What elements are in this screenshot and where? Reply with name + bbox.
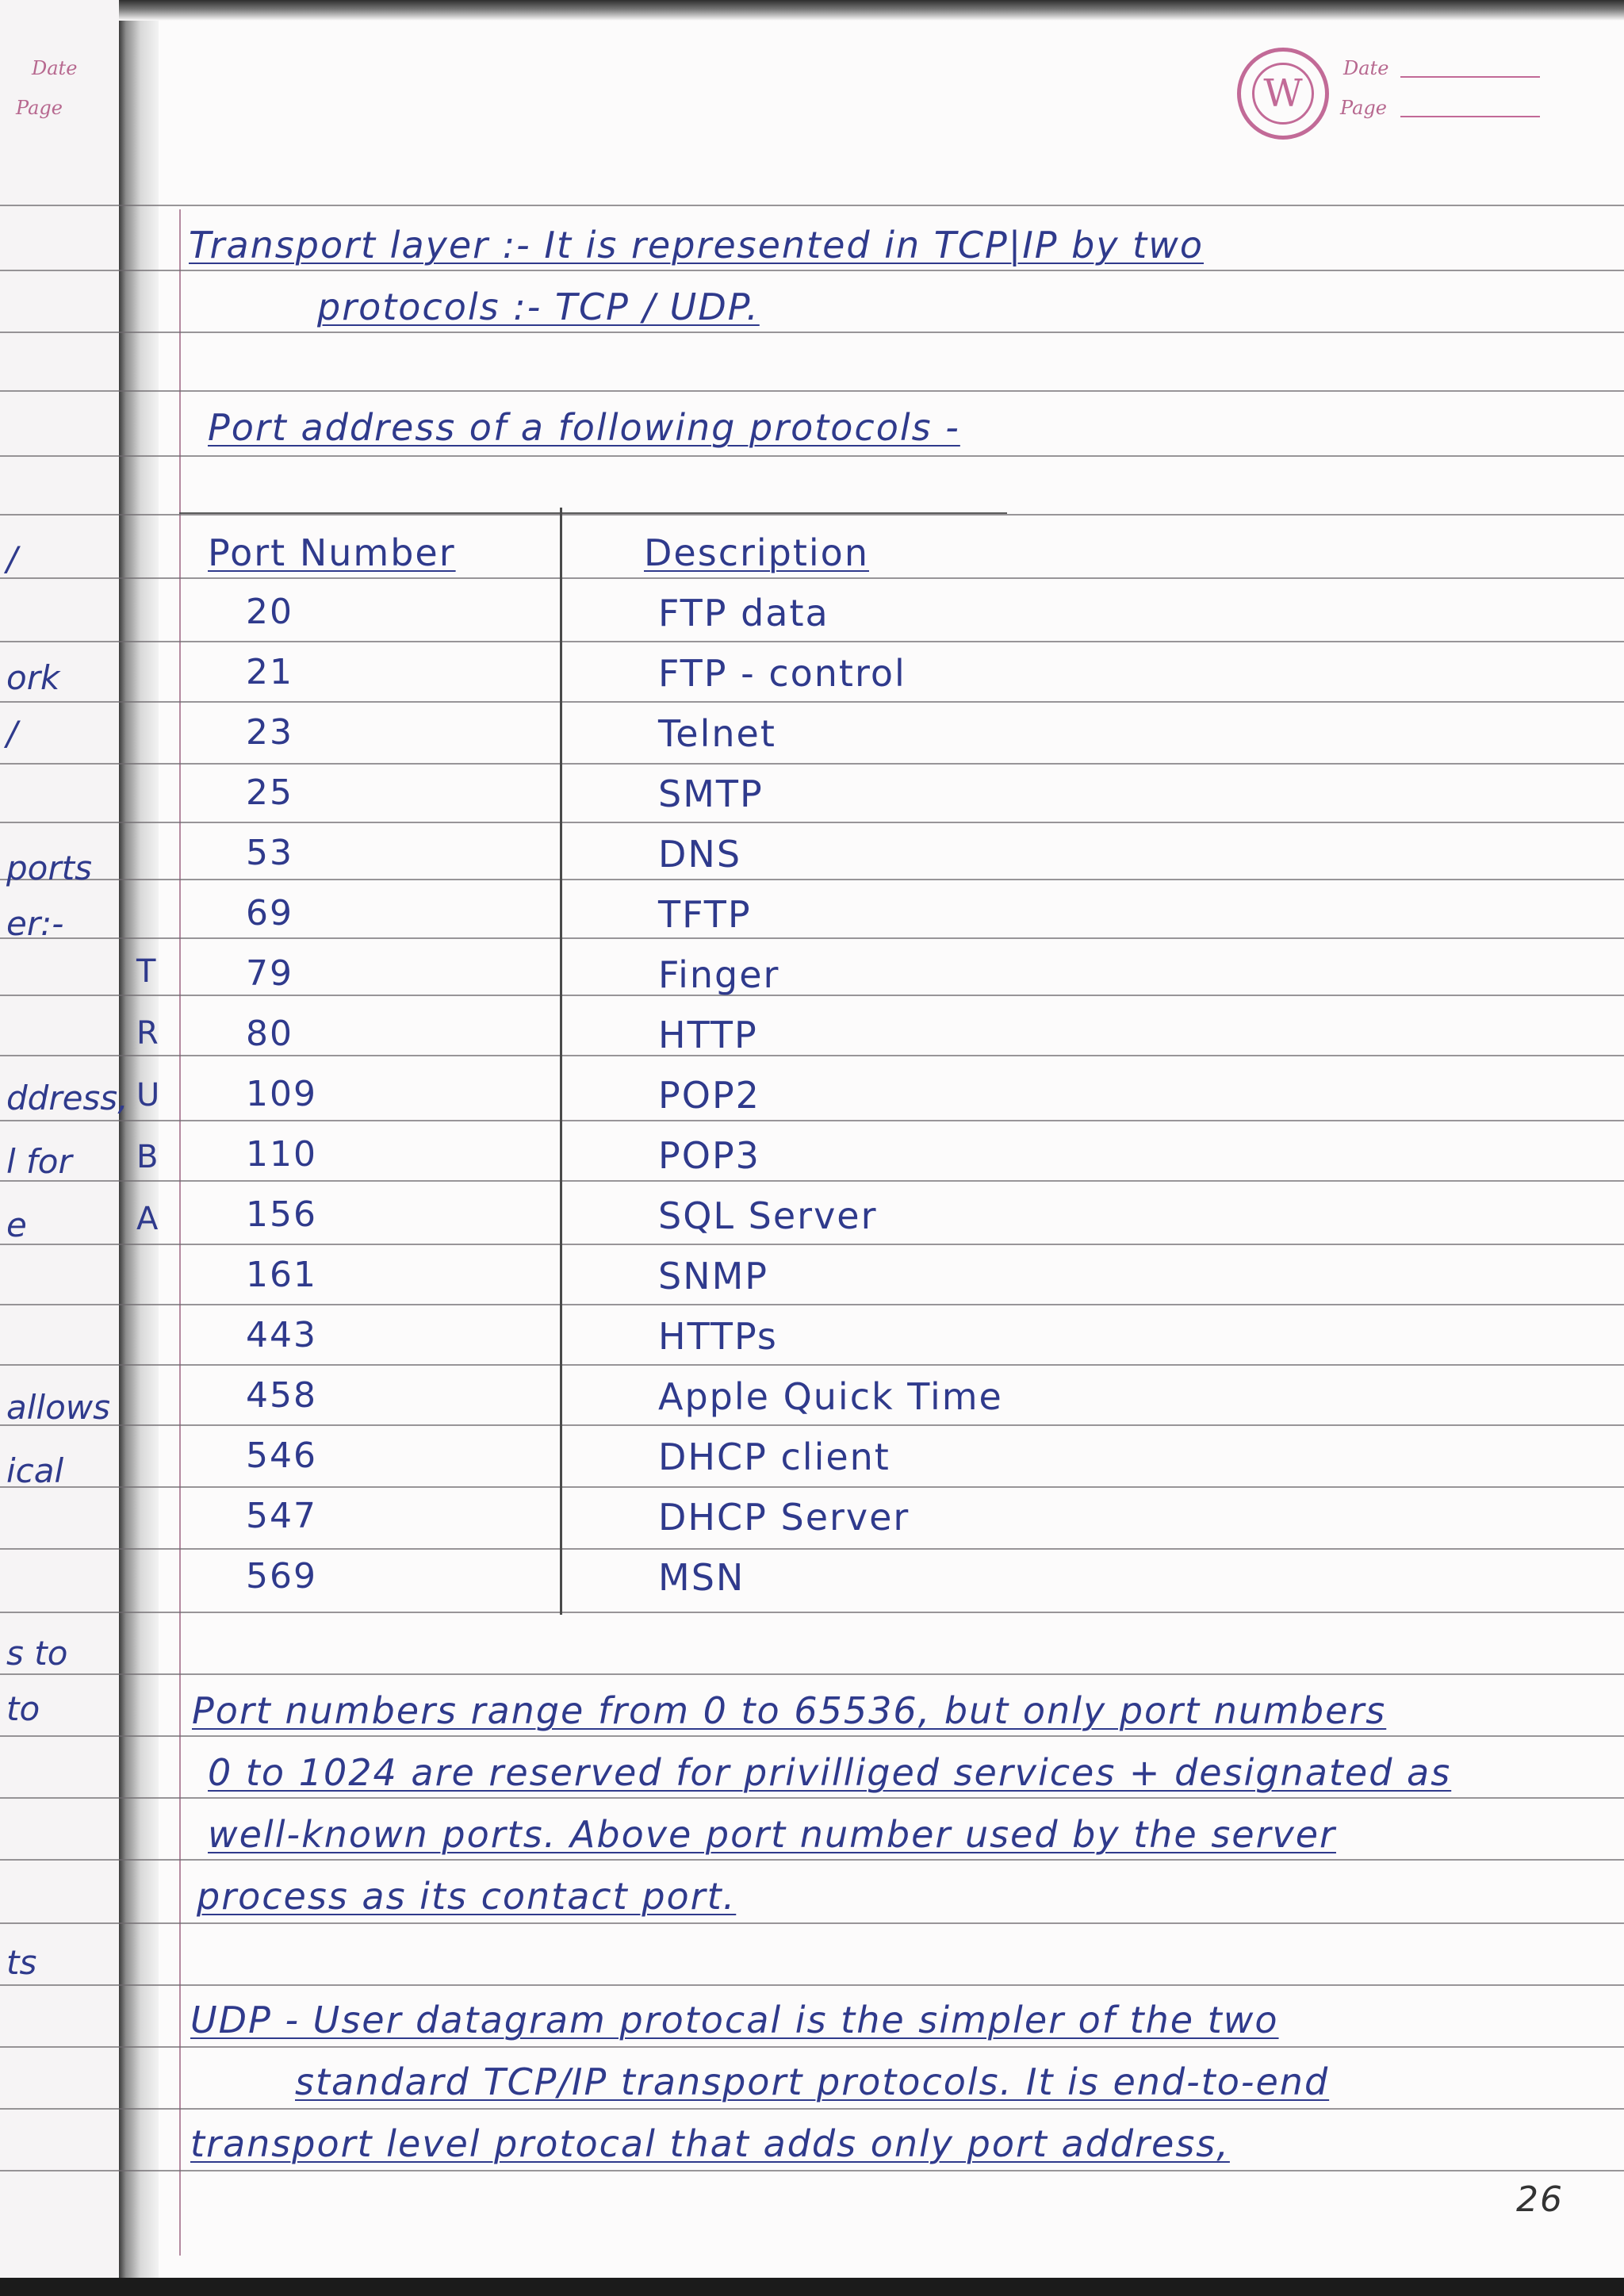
table-row <box>0 712 1624 772</box>
description-cell: FTP - control <box>658 652 906 695</box>
paragraph-line-2: 0 to 1024 are reserved for privilliged services + designated as <box>208 1751 1452 1794</box>
port-number-cell: 80 <box>246 1014 293 1054</box>
table-row <box>0 1074 1624 1134</box>
description-cell: SMTP <box>658 772 764 815</box>
table-row <box>0 1375 1624 1435</box>
ruled-line <box>0 1859 1624 1861</box>
table-row <box>0 833 1624 893</box>
margin-note: e <box>6 1205 27 1244</box>
ruled-line <box>0 390 1624 392</box>
margin-note: ts <box>6 1943 37 1982</box>
paragraph-line-4: process as its contact port. <box>197 1875 737 1918</box>
top-shadow <box>119 0 1624 21</box>
description-cell: Apple Quick Time <box>658 1375 1003 1418</box>
port-number-cell: 110 <box>246 1134 317 1175</box>
date-rule <box>1400 76 1540 78</box>
left-page-label: Page <box>16 97 63 119</box>
description-cell: SNMP <box>658 1255 769 1297</box>
table-row <box>0 772 1624 833</box>
udp-line-3: transport level protocal that adds only port address, <box>190 2122 1230 2165</box>
margin-letter: A <box>136 1201 159 1237</box>
intro-line-2: protocols :- TCP / UDP. <box>317 286 760 328</box>
port-number-cell: 21 <box>246 652 293 692</box>
port-number-cell: 443 <box>246 1315 317 1355</box>
port-number-cell: 161 <box>246 1255 317 1295</box>
margin-note: / <box>6 539 18 578</box>
ruled-line <box>0 1735 1624 1737</box>
table-row <box>0 652 1624 712</box>
port-number-cell: 79 <box>246 953 293 994</box>
description-cell: POP3 <box>658 1134 760 1177</box>
table-top-line <box>179 512 1007 514</box>
ruled-line <box>0 455 1624 457</box>
margin-note: ports <box>6 849 92 887</box>
ruled-line <box>0 1922 1624 1924</box>
ruled-line <box>0 1797 1624 1799</box>
table-row <box>0 1014 1624 1074</box>
header-description: Description <box>644 531 869 574</box>
udp-line-2: standard TCP/IP transport protocols. It is end-to-end <box>295 2060 1330 2103</box>
table-row <box>0 893 1624 953</box>
ruled-line <box>0 577 1624 579</box>
margin-note: s to <box>6 1634 68 1673</box>
page-rule <box>1400 116 1540 117</box>
description-cell: DHCP Server <box>658 1496 910 1539</box>
paragraph-line-1: Port numbers range from 0 to 65536, but only port numbers <box>192 1689 1387 1732</box>
margin-note: ork <box>6 658 60 697</box>
description-cell: TFTP <box>658 893 752 936</box>
logo-letter: W <box>1252 63 1314 125</box>
table-row <box>0 1556 1624 1616</box>
margin-letter: B <box>136 1139 159 1175</box>
table-row <box>0 1255 1624 1315</box>
paragraph-line-3: well-known ports. Above port number used by the server <box>208 1813 1336 1856</box>
port-number-cell: 109 <box>246 1074 317 1114</box>
port-number-cell: 458 <box>246 1375 317 1416</box>
port-number-cell: 569 <box>246 1556 317 1596</box>
margin-note: / <box>6 714 18 753</box>
description-cell: Telnet <box>658 712 776 755</box>
table-row <box>0 592 1624 652</box>
port-number-cell: 23 <box>246 712 293 753</box>
ruled-line <box>0 514 1624 516</box>
description-cell: DNS <box>658 833 742 876</box>
ruled-line <box>0 332 1624 333</box>
description-cell: FTP data <box>658 592 829 634</box>
port-number-cell: 25 <box>246 772 293 813</box>
port-number-cell: 547 <box>246 1496 317 1536</box>
header-port-number: Port Number <box>208 531 456 574</box>
bottom-shadow <box>0 2278 1624 2296</box>
margin-letter: U <box>136 1077 160 1114</box>
ruled-line <box>0 1673 1624 1675</box>
page-label: Page <box>1340 97 1387 119</box>
description-cell: HTTPs <box>658 1315 778 1358</box>
description-cell: POP2 <box>658 1074 760 1117</box>
description-cell: Finger <box>658 953 780 996</box>
margin-letter: T <box>136 953 156 990</box>
ruled-line <box>0 270 1624 271</box>
margin-note: er:- <box>6 904 64 943</box>
left-date-label: Date <box>32 57 78 79</box>
table-row <box>0 953 1624 1014</box>
table-row <box>0 1315 1624 1375</box>
description-cell: SQL Server <box>658 1194 878 1237</box>
description-cell: MSN <box>658 1556 745 1599</box>
margin-note: l for <box>6 1142 72 1181</box>
udp-line-1: UDP - User datagram protocal is the simpler of the two <box>190 1999 1279 2041</box>
port-number-cell: 69 <box>246 893 293 933</box>
page-number: 26 <box>1516 2179 1564 2220</box>
margin-note: ddress, <box>6 1079 128 1117</box>
table-row <box>0 1134 1624 1194</box>
description-cell: HTTP <box>658 1014 758 1056</box>
date-label: Date <box>1343 57 1389 79</box>
ruled-line <box>0 2046 1624 2048</box>
margin-letter: R <box>136 1015 159 1052</box>
description-cell: DHCP client <box>658 1435 891 1478</box>
margin-note: to <box>6 1689 40 1728</box>
ruled-line <box>0 2170 1624 2171</box>
ruled-line <box>0 1984 1624 1986</box>
table-row <box>0 1435 1624 1496</box>
margin-note: allows <box>6 1388 111 1427</box>
port-number-cell: 20 <box>246 592 293 632</box>
port-number-cell: 53 <box>246 833 293 873</box>
section-title: Port address of a following protocols - <box>208 406 960 449</box>
notebook-logo <box>1237 48 1329 140</box>
port-number-cell: 156 <box>246 1194 317 1235</box>
port-number-cell: 546 <box>246 1435 317 1476</box>
ruled-line <box>0 205 1624 206</box>
table-row <box>0 1194 1624 1255</box>
ruled-line <box>0 2108 1624 2110</box>
table-row <box>0 1496 1624 1556</box>
intro-line-1: Transport layer :- It is represented in TCP|IP by two <box>189 224 1204 266</box>
margin-note: ical <box>6 1451 64 1490</box>
